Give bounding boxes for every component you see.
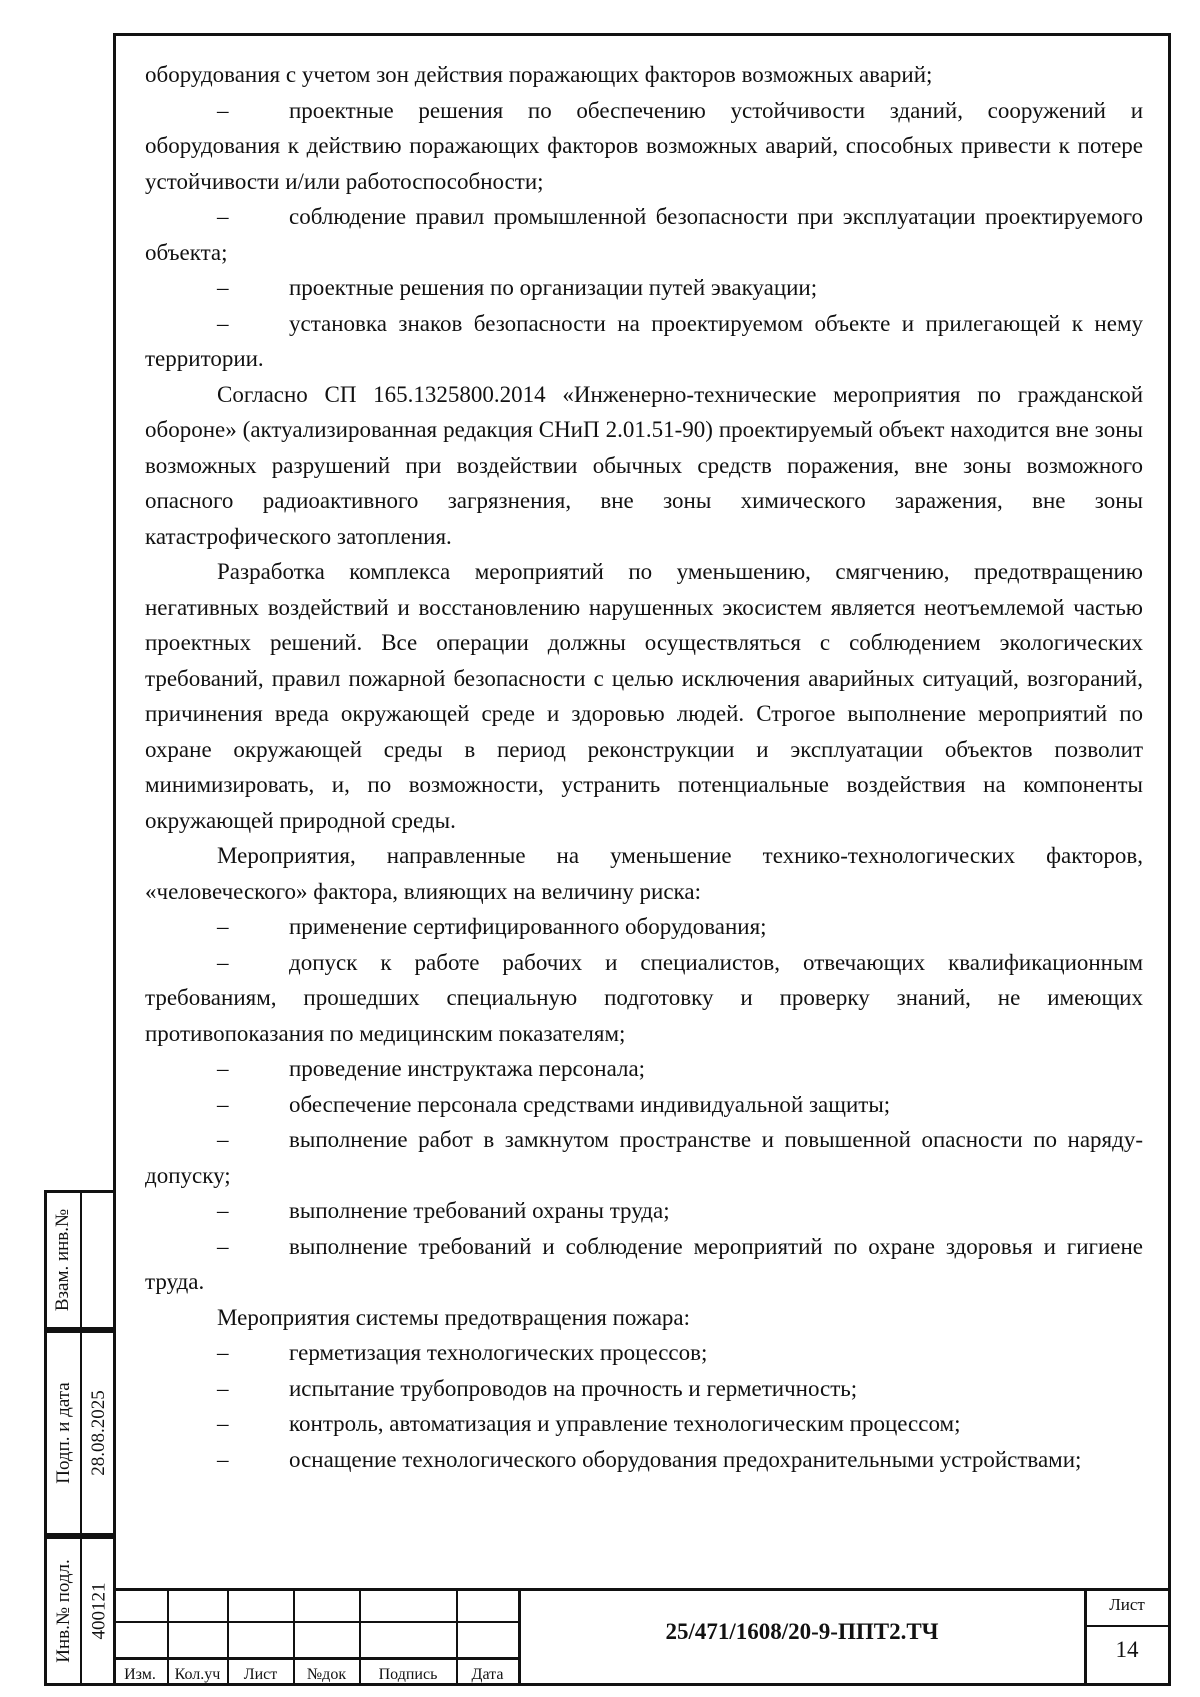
list-item	[145, 1051, 1143, 1087]
paragraph-text: Мероприятия, направленные на уменьшение технико-технологических факторов, «человеческого» фактора, влияющих на величину риска:	[145, 843, 1143, 904]
paragraph-text: установка знаков безопасности на проектируемом объекте и прилегающей к нему территории.	[145, 310, 1143, 371]
col-podpis: Подпись	[378, 1666, 438, 1683]
list-bullet: –	[217, 310, 229, 336]
paragraph-text: герметизация технологических процессов;	[289, 1340, 708, 1365]
paragraph	[145, 554, 1143, 838]
paragraph-text: обеспечение персонала средствами индивидуальной защиты;	[289, 1091, 891, 1117]
list-bullet: –	[217, 1411, 229, 1436]
title-block-line	[113, 1621, 518, 1623]
list-item	[145, 1442, 1143, 1478]
stamp-podp-data	[44, 1330, 113, 1536]
title-block-line	[113, 1657, 518, 1660]
paragraph-text: испытание трубопроводов на прочность и герметичность;	[289, 1375, 858, 1401]
list-bullet: –	[217, 204, 229, 229]
paragraph-text: выполнение требований охраны труда;	[289, 1198, 670, 1223]
list-bullet: –	[217, 1056, 229, 1081]
stamp-podp-data-value: 28.08.2025	[88, 1390, 109, 1476]
list-item	[145, 1122, 1143, 1193]
paragraph-text: Разработка комплекса мероприятий по уменьшению, смягчению, предотвращению негативных воздействий и восстановлению нарушенных экосистем является неотъемлемой частью проектных решений. Все операции должны осуществляться с соблюдением экологических требований, правил пожарной безопасности с целью исключения аварийных ситуаций, возгораний, причинения вреда окружающей среде и здоровью людей. Строгое выполнение мероприятий по охране окружающей среды в период реконструкции и эксплуатации объектов позволит минимизировать, и, по возможности, устранить потенциальные воздействия на компоненты окружающей природной среды.	[145, 559, 1143, 833]
list-item	[145, 306, 1143, 377]
paragraph	[145, 838, 1143, 909]
title-block	[113, 1588, 1171, 1686]
stamp-vzam-inv-label: Взам. инв.№	[52, 1208, 74, 1312]
paragraph	[145, 377, 1143, 555]
list-item	[145, 1335, 1143, 1371]
list-item	[145, 93, 1143, 200]
stamp-inv-podl-value-cell	[82, 1539, 116, 1683]
paragraph-text: применение сертифицированного оборудования;	[289, 914, 767, 939]
paragraph-text: Мероприятия системы предотвращения пожара:	[217, 1304, 691, 1330]
paragraph-text: проектные решения по обеспечению устойчивости зданий, сооружений и оборудования к действию поражающих факторов возможных аварий, способных привести к потере устойчивости и/или работоспособности;	[145, 97, 1143, 194]
paragraph-text: выполнение требований и соблюдение мероприятий по охране здоровья и гигиене труда.	[145, 1233, 1143, 1294]
list-bullet: –	[217, 1375, 229, 1401]
document-body	[145, 57, 1143, 1477]
stamp-podp-data-label-cell	[47, 1333, 80, 1533]
list-item	[145, 270, 1143, 306]
list-item	[145, 1406, 1143, 1442]
stamp-vzam-inv-label-cell	[47, 1193, 80, 1327]
list-item	[145, 909, 1143, 945]
col-izm: Изм.	[124, 1666, 156, 1683]
stamp-inv-podl	[44, 1536, 113, 1686]
stamp-vzam-inv	[44, 1190, 113, 1330]
col-data: Дата	[471, 1666, 504, 1683]
document-code: 25/471/1608/20-9-ППТ2.ТЧ	[665, 1619, 939, 1644]
stamp-podp-data-value-cell	[82, 1333, 116, 1533]
stamp-inv-podl-label: Инв.№ подл.	[52, 1559, 74, 1663]
list-item	[145, 1087, 1143, 1123]
title-block-line	[1084, 1625, 1169, 1627]
col-list: Лист	[243, 1666, 278, 1683]
list-bullet: –	[217, 949, 229, 975]
paragraph-text: проектные решения по организации путей эвакуации;	[289, 275, 818, 300]
list-item	[145, 1229, 1143, 1300]
list-item	[145, 1193, 1143, 1229]
list-bullet: –	[217, 914, 229, 939]
paragraph	[145, 1300, 1143, 1336]
list-bullet: –	[217, 1233, 229, 1259]
sheet-label: Лист	[1109, 1595, 1145, 1614]
paragraph-text: выполнение работ в замкнутом пространстве и повышенной опасности по наряду-допуску;	[145, 1127, 1143, 1188]
list-bullet: –	[217, 1446, 229, 1472]
list-bullet: –	[217, 1340, 229, 1365]
stamp-vzam-inv-value-cell	[82, 1193, 116, 1327]
list-bullet: –	[217, 1127, 229, 1152]
paragraph-text: проведение инструктажа персонала;	[289, 1056, 646, 1081]
list-bullet: –	[217, 97, 229, 123]
paragraph-text: Согласно СП 165.1325800.2014 «Инженерно-технические мероприятия по гражданской обороне» (актуализированная редакция СНиП 2.01.51-90) проектируемый объект находится вне зоны возможных разрушений при воздействии обычных средств поражения, вне зоны возможного опасного радиоактивного загрязнения, вне зоны химического заражения, вне зоны катастрофического затопления.	[145, 381, 1143, 549]
list-item	[145, 945, 1143, 1052]
stamp-inv-podl-value: 400121	[88, 1582, 109, 1640]
paragraph-text: оборудования с учетом зон действия поражающих факторов возможных аварий;	[145, 62, 933, 87]
paragraph-text: соблюдение правил промышленной безопасности при эксплуатации проектируемого объекта;	[145, 204, 1143, 265]
col-nomer-dok: №док	[306, 1666, 347, 1683]
list-item	[145, 1371, 1143, 1407]
paragraph-text: оснащение технологического оборудования предохранительными устройствами;	[289, 1446, 1082, 1472]
list-item	[145, 199, 1143, 270]
paragraph-text: допуск к работе рабочих и специалистов, отвечающих квалификационным требованиям, прошедших специальную подготовку и проверку знаний, не имеющих противопоказания по медицинским показателям;	[145, 949, 1143, 1046]
stamp-podp-data-label: Подп. и дата	[52, 1382, 74, 1484]
list-bullet: –	[217, 1198, 229, 1223]
list-bullet: –	[217, 1091, 229, 1117]
col-kol-uch: Кол.уч	[174, 1666, 221, 1683]
stamp-inv-podl-label-cell	[47, 1539, 80, 1683]
list-bullet: –	[217, 275, 229, 300]
sheet-number: 14	[1115, 1637, 1139, 1662]
paragraph	[145, 57, 1143, 93]
paragraph-text: контроль, автоматизация и управление технологическим процессом;	[289, 1411, 961, 1436]
